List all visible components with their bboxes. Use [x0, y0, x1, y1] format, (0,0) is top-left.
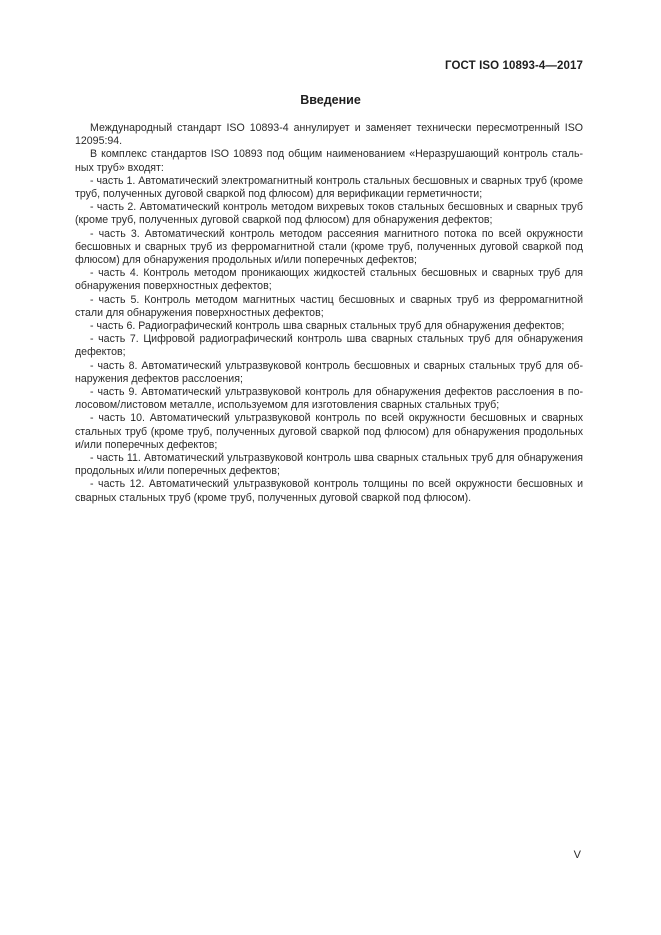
paragraph-series-intro: В комплекс стандартов ISO 10893 под общим наименованием «Неразрушающий контроль стальных труб» входят:: [75, 148, 583, 174]
list-item-part-4: - часть 4. Контроль методом проникающих жидкостей стальных бесшовных и сварных труб для обнаружения поверхностных дефектов;: [75, 267, 583, 293]
list-item-part-7: - часть 7. Цифровой радиографический контроль шва сварных стальных труб для обнаружения дефектов;: [75, 333, 583, 359]
list-item-part-2: - часть 2. Автоматический контроль методом вихревых токов стальных бесшовных и сварных труб (кроме труб, полученных дуговой сваркой под флюсом) для обнаружения дефектов;: [75, 201, 583, 227]
paragraph-replacement-note: Международный стандарт ISO 10893-4 аннулирует и заменяет технически пересмотренный ISO 12095:94.: [75, 122, 583, 148]
list-item-part-5: - часть 5. Контроль методом магнитных частиц бесшовных и сварных труб из ферромагнитной стали для обнаружения поверхностных дефектов;: [75, 293, 583, 319]
page-header-standard-code: ГОСТ ISO 10893-4—2017: [445, 60, 583, 72]
introduction-body: [75, 122, 583, 505]
list-item-part-8: - часть 8. Автоматический ультразвуковой контроль бесшовных и сварных стальных труб для обнаружения дефектов расслоения;: [75, 359, 583, 385]
list-item-part-10: - часть 10. Автоматический ультразвуковой контроль по всей окружности бесшовных и сварных стальных труб (кроме труб, полученных дуговой сваркой под флюсом) для обнаружения продольных и/или поперечных дефектов;: [75, 412, 583, 451]
list-item-part-1: - часть 1. Автоматический электромагнитный контроль стальных бесшовных и сварных труб (кроме труб, полученных дуговой сваркой под флюсом) для верификации герметичности;: [75, 174, 583, 201]
page-number: V: [573, 849, 581, 861]
list-item-part-12: - часть 12. Автоматический ультразвуковой контроль толщины по всей окружности бесшовных и сварных стальных труб (кроме труб, полученных дуговой сваркой под флюсом).: [75, 478, 583, 504]
section-title: Введение: [300, 93, 361, 107]
list-item-part-6: - часть 6. Радиографический контроль шва сварных стальных труб для обнаружения дефектов;: [90, 320, 565, 333]
list-item-part-3: - часть 3. Автоматический контроль методом рассеяния магнитного потока по всей окружности бесшовных и сварных труб из ферромагнитной стали (кроме труб, полученных дуговой сваркой под флюсом) для обнаружения продольных и/или поперечных дефектов;: [75, 227, 583, 267]
list-item-part-9: - часть 9. Автоматический ультразвуковой контроль для обнаружения дефектов расслоения в полосовом/листовом металле, используемом для изготовления сварных стальных труб;: [75, 386, 583, 412]
list-item-part-11: - часть 11. Автоматический ультразвуковой контроль шва сварных стальных труб для обнаружения продольных и/или поперечных дефектов;: [75, 452, 583, 478]
